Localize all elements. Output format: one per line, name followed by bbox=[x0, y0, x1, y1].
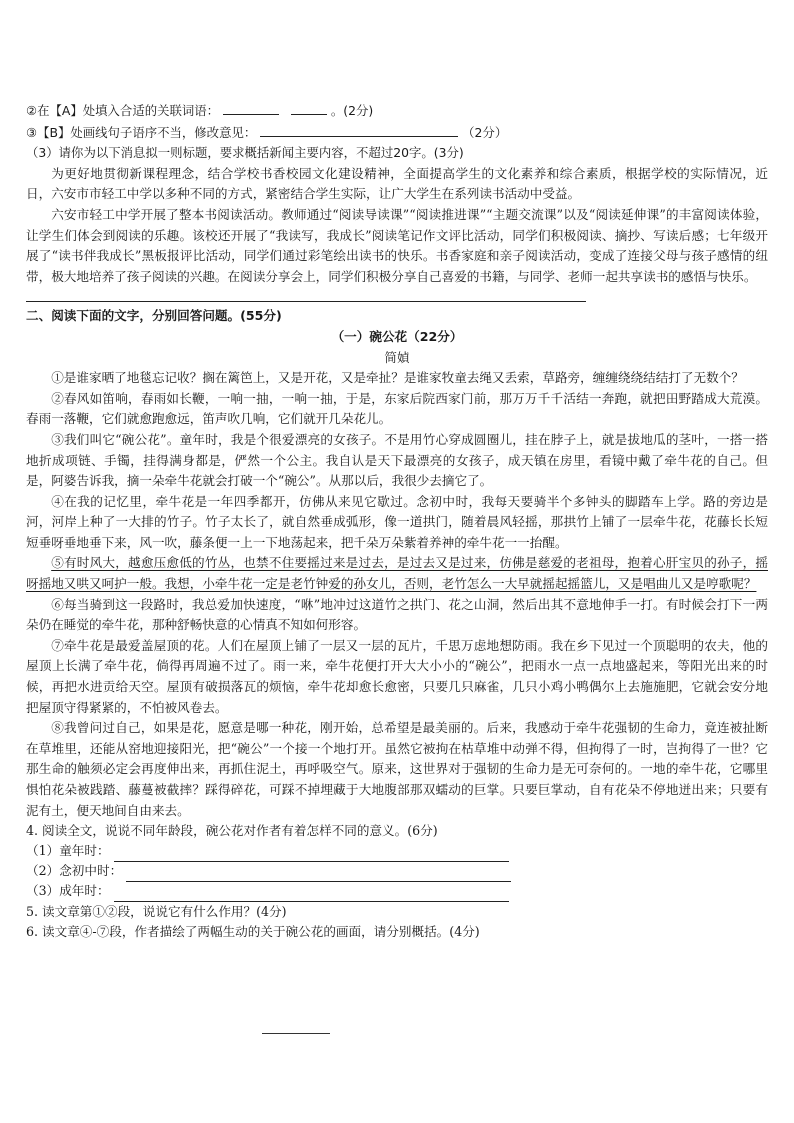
article-author: 简媜 bbox=[384, 349, 410, 365]
question-6: 6. 读文章④-⑦段，作者描绘了两幅生动的关于碗公花的画面，请分别概括。(4分) bbox=[26, 924, 480, 940]
question-4-item-2 bbox=[26, 862, 768, 882]
answer-blank-a1[interactable] bbox=[223, 100, 279, 115]
question-2-a-text: ②在【A】处填入合适的关联词语： bbox=[26, 103, 220, 118]
question-2-a-score: 。(2分) bbox=[330, 103, 374, 118]
answer-blank-a2[interactable] bbox=[291, 100, 327, 115]
answer-line-4-2[interactable] bbox=[126, 867, 511, 882]
article-title: （一）碗公花（22分） bbox=[331, 328, 463, 344]
article-paragraph-8: ⑧我曾问过自己，如果是花，愿意是哪一种花，刚开始，总希望是最美丽的。后来，我感动于牵牛花强韧的生命力，竟连被扯断在草堆里，还能从窑地迎接阳光，把“碗公”一个接一个地打开。虽然它被拘在枯草堆中动弹不得，但拘得了一时，岂拘得了一世？它那生命的触须必定会再度伸出来，再抓住泥土，再呼吸空气。原来，这世界对于强韧的生命力是无可奈何的。一地的牵牛花，它哪里惧怕花朵被践踏、藤蔓被截摔？踩得碎花，可踩不掉埋藏于大地腹部那双蠕动的巨掌。只要巨掌动，自有花朵不停地迸出来；只要有泥有土，便天地间自由来去。 bbox=[26, 720, 768, 818]
question-2-b-text: ③【B】处画线句子语序不当，修改意见： bbox=[26, 124, 257, 140]
question-5: 5. 读文章第①②段，说说它有什么作用？(4分) bbox=[26, 903, 287, 919]
answer-line-headline[interactable] bbox=[26, 287, 586, 302]
article-paragraph-5: ⑤有时风大，越愈压愈低的竹丛，也禁不住要摇过来是过去，是过去又是过来，仿佛是慈爱的老祖母，抱着心肝宝贝的孙子，摇呀摇地又哄又呵护一般。我想，小牵牛花一定是老竹钟爱的孙女儿，否则，老竹怎么一大早就摇起摇篮儿，又是唱曲儿又是哼歌呢？ bbox=[26, 555, 768, 592]
answer-line-4-3[interactable] bbox=[114, 887, 509, 902]
news-paragraph-2: 六安市轻工中学开展了整本书阅读活动。教师通过“阅读导读课”“阅读推进课”“主题交流课”以及“阅读延伸课”的丰富阅读体验，让学生们体会到阅读的乐趣。该校还开展了“我读写，我成长”阅读笔记作文评比活动，同学们积极阅读、摘抄、写读后感；七年级开展了“读书伴我成长”黑板报评比活动，同学们通过彩笔绘出读书的快乐。书香家庭和亲子阅读活动，变成了连接父母与孩子感情的纽带，极大地培养了孩子阅读的兴趣。在阅读分享会上，同学们积极分享自己喜爱的书籍，与同学、老师一起共享读书的感悟与快乐。 bbox=[26, 206, 768, 284]
section-2-title: 二、阅读下面的文字，分别回答问题。(55分) bbox=[26, 308, 282, 324]
article-paragraph-1: ①是谁家晒了地毯忘记收？搁在篱笆上，又是开花，又是牵扯？是谁家牧童去绳又丢索，草路旁，缠缠绕绕结结打了无数个？ bbox=[51, 370, 744, 386]
question-4-item-3-label: （3）成年时： bbox=[26, 883, 110, 899]
footer-scan-mark bbox=[262, 1033, 330, 1034]
question-4: 4. 阅读全文，说说不同年龄段，碗公花对作者有着怎样不同的意义。(6分) bbox=[26, 823, 438, 839]
answer-line-4-1[interactable] bbox=[114, 847, 509, 862]
article-paragraph-6: ⑥每当骑到这一段路时，我总爱加快速度，“咻”地冲过这道竹之拱门、花之山洞，然后出其不意地伸手一打。有时候会打下一两朵仍在睡觉的牵牛花，那种舒畅快意的心情真不知如何形容。 bbox=[26, 596, 768, 633]
answer-blank-b[interactable] bbox=[260, 122, 458, 137]
news-paragraph-1: 为更好地贯彻新课程理念，结合学校书香校园文化建设精神，全面提高学生的文化素养和综合素质，根据学校的实际情况，近日，六安市市轻工中学以多种不同的方式，紧密结合学生实际，让广大学生在系列读书活动中受益。 bbox=[26, 165, 768, 202]
question-2-b-score: （2分） bbox=[462, 124, 508, 140]
article-paragraph-3: ③我们叫它“碗公花”。童年时，我是个很爱漂亮的女孩子。不是用竹心穿成圆圈儿，挂在脖子上，就是拔地瓜的茎叶，一搭一搭地折成项链、手镯，挂得满身都是，俨然一个公主。我自认是天下最漂亮的女孩子，成天镇在房里，看镜中戴了牵牛花的自己。但是，阿婆告诉我，摘一朵牵牛花就会打破一个“碗公”。从那以后，我很少去摘它了。 bbox=[26, 431, 768, 489]
question-4-item-2-label: （2）念初中时： bbox=[26, 863, 123, 879]
article-paragraph-2: ②春风如笛响，春雨如长鞭，一响一抽，一响一抽，于是，东家后院西家门前，那万万千千活结一奔跑，就把田野踏成大荒漠。春雨一落鞭，它们就愈跑愈远，笛声吹几响，它们就开几朵花儿。 bbox=[26, 390, 768, 427]
question-4-item-1 bbox=[26, 842, 768, 862]
article-paragraph-7: ⑦牵牛花是最爱盖屋顶的花。人们在屋顶上铺了一层又一层的瓦片，千思万虑地想防雨。我在乡下见过一个顶聪明的农夫，他的屋顶上长满了牵牛花，倘得再周遍不过了。雨一来，牵牛花便打开大大小小的“碗公”，把雨水一点一点地盛起来，等阳光出来的时候，再把水进贡给天空。屋顶有破损落瓦的烦恼，牵牛花却愈长愈密，只要几只麻雀，几只小鸡小鸭偶尔上去施施肥，它就会安分地把屋顶守得紧紧的，不怕被风卷去。 bbox=[26, 637, 768, 715]
question-4-item-3 bbox=[26, 882, 768, 902]
question-2-line-b bbox=[26, 122, 768, 144]
article-paragraph-4: ④在我的记忆里，牵牛花是一年四季都开，仿佛从来见它歇过。念初中时，我每天要骑半个多钟头的脚踏车上学。路的旁边是河，河岸上种了一大排的竹子。竹子太长了，就自然垂成弧形，像一道拱门，随着晨风轻摇，那拱竹上铺了一层牵牛花，花藤长长短短垂呀垂地垂下来，风一吹，藤条便一上一下地荡起来，把千朵万朵紫着养神的牵牛花一一抬醒。 bbox=[26, 493, 768, 550]
question-4-item-1-label: （1）童年时： bbox=[26, 843, 110, 859]
question-2-line-a bbox=[26, 100, 768, 122]
question-3-prompt: （3）请你为以下消息拟一则标题，要求概括新闻主要内容，不超过20字。(3分) bbox=[26, 145, 464, 161]
